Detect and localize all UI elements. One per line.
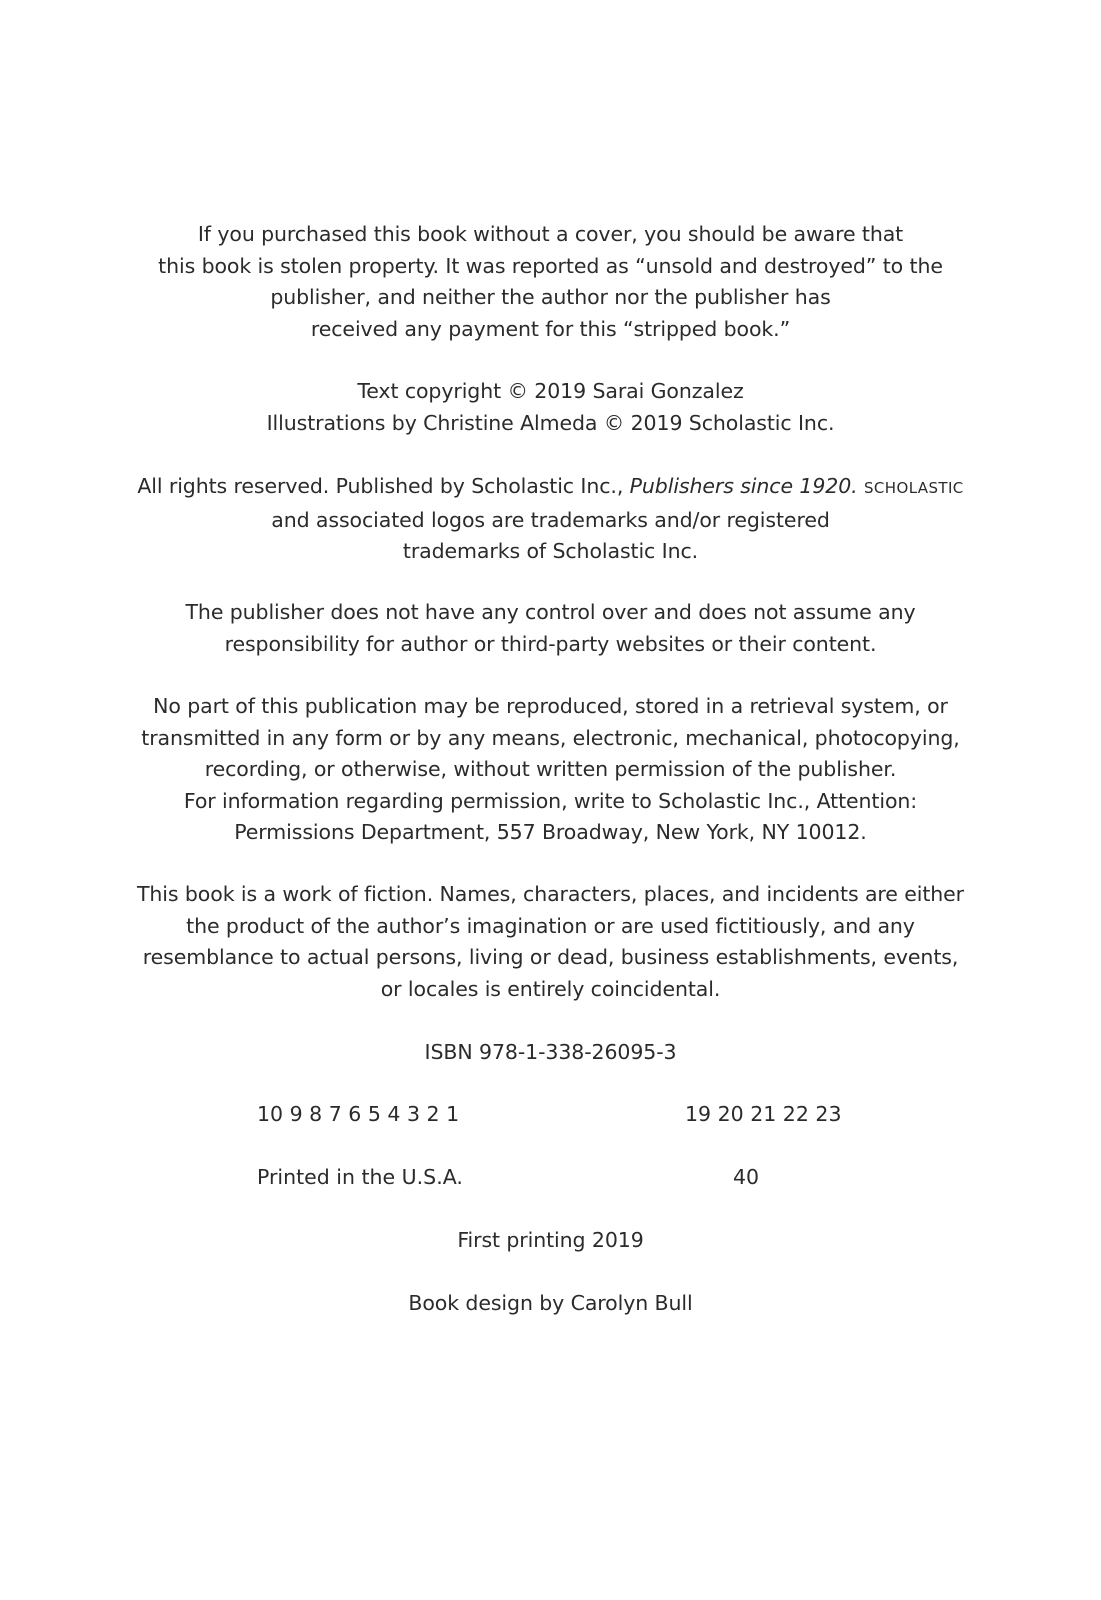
reproduction-line: transmitted in any form or by any means, electronic, mechanical, photocopying, [141,725,960,750]
publishers-since-italic: Publishers since 1920. [629,474,858,498]
fiction-line: or locales is entirely coincidental. [380,976,721,1001]
notice-line: this book is stolen property. It was reported as “unsold and destroyed” to the [158,253,943,278]
design-credit-text: Book design by Carolyn Bull [408,1291,693,1315]
reproduction-line: No part of this publication may be reproduced, stored in a retrieval system, or [153,694,948,718]
reproduction-line: recording, or otherwise, without written permission of the publisher. [204,757,897,782]
notice-line: publisher, and neither the author nor the publisher has [270,285,831,310]
rights-line-3: trademarks of Scholastic Inc. [402,539,699,564]
fiction-line: the product of the author’s imagination or are used fictitiously, and any [186,913,915,938]
design-credit [120,1288,981,1320]
disclaimer-line: The publisher does not have any control over and does not assume any [185,600,916,624]
first-printing-text: First printing 2019 [457,1228,644,1252]
fiction-disclaimer [120,879,981,1005]
notice-line: If you purchased this book without a cover, you should be aware that [197,222,904,246]
disclaimer-line: responsibility for author or third-party websites or their content. [224,631,877,656]
notice-line: received any payment for this “stripped book.” [310,316,791,341]
printer-code: 40 [733,1165,760,1189]
rights-line-1 [120,471,981,505]
first-printing [120,1225,981,1257]
websites-disclaimer [120,597,981,660]
isbn-text: ISBN 978-1-338-26095-3 [424,1040,677,1064]
year-numbers: 19 20 21 22 23 [685,1102,842,1126]
reproduction-notice [120,691,981,849]
printed-in: Printed in the U.S.A. [257,1165,463,1189]
printing-numbers: 10 9 8 7 6 5 4 3 2 1 [257,1102,460,1126]
copyright-block [120,376,981,439]
rights-block [120,471,981,568]
stripped-book-notice [120,219,981,345]
reproduction-line: For information regarding permission, write to Scholastic Inc., Attention: [183,788,918,813]
fiction-line: This book is a work of fiction. Names, characters, places, and incidents are either [136,882,965,906]
fiction-line: resemblance to actual persons, living or dead, business establishments, events, [142,945,959,970]
isbn [120,1037,981,1069]
text-copyright: Text copyright © 2019 Sarai Gonzalez [357,379,744,403]
rights-prefix: All rights reserved. Published by Scholastic Inc., [137,474,630,498]
rights-line-2: and associated logos are trademarks and/or registered [271,507,830,532]
scholastic-smallcaps: SCHOLASTIC [864,479,964,497]
reproduction-line: Permissions Department, 557 Broadway, New York, NY 10012. [234,820,867,845]
illustrations-copyright: Illustrations by Christine Almeda © 2019 Scholastic Inc. [266,410,835,435]
